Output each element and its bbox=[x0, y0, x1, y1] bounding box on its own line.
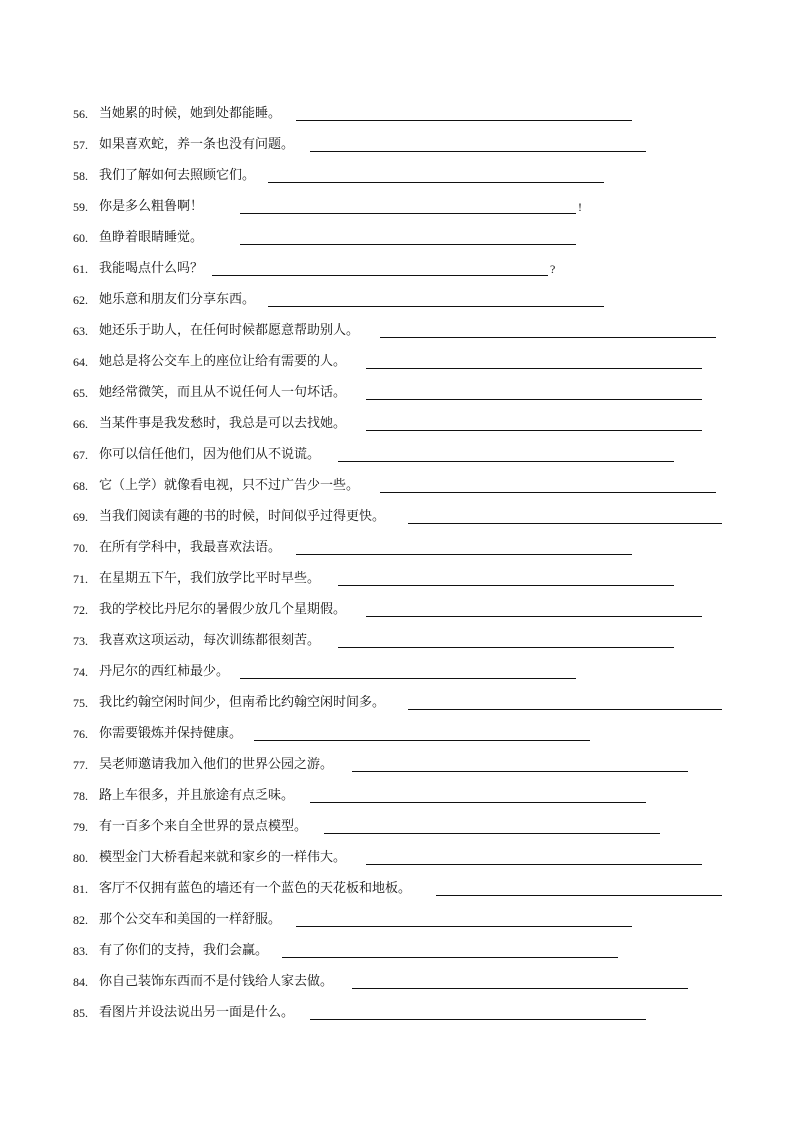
chinese-sentence: 如果喜欢蛇，养一条也没有问题。 bbox=[99, 136, 295, 152]
answer-blank-line[interactable] bbox=[436, 881, 722, 896]
exercise-item bbox=[73, 408, 733, 439]
answer-blank-line[interactable] bbox=[310, 137, 646, 152]
exercise-item bbox=[73, 377, 733, 408]
exercise-item bbox=[73, 749, 733, 780]
chinese-sentence: 吴老师邀请我加入他们的世界公园之游。 bbox=[99, 756, 334, 772]
exercise-item bbox=[73, 253, 733, 284]
answer-blank-line[interactable] bbox=[408, 509, 722, 524]
answer-blank-line[interactable] bbox=[338, 447, 674, 462]
answer-blank-line[interactable] bbox=[366, 602, 702, 617]
exercise-item bbox=[73, 966, 733, 997]
answer-blank-line[interactable] bbox=[310, 1005, 646, 1020]
answer-blank-line[interactable] bbox=[240, 230, 576, 245]
ending-punctuation: ? bbox=[550, 261, 556, 276]
answer-blank-line[interactable] bbox=[296, 540, 632, 555]
exercise-item bbox=[73, 98, 733, 129]
chinese-sentence: 我比约翰空闲时间少，但南希比约翰空闲时间多。 bbox=[99, 694, 386, 710]
exercise-item bbox=[73, 594, 733, 625]
answer-blank-line[interactable] bbox=[240, 664, 576, 679]
chinese-sentence: 它（上学）就像看电视，只不过广告少一些。 bbox=[99, 477, 360, 493]
item-number: 74. bbox=[73, 664, 88, 679]
chinese-sentence: 你是多么粗鲁啊！ bbox=[99, 198, 204, 214]
chinese-sentence: 她经常微笑，而且从不说任何人一句坏话。 bbox=[99, 384, 347, 400]
item-number: 73. bbox=[73, 633, 88, 648]
exercise-item bbox=[73, 160, 733, 191]
item-number: 77. bbox=[73, 757, 88, 772]
answer-blank-line[interactable] bbox=[268, 168, 604, 183]
item-number: 59. bbox=[73, 199, 88, 214]
item-number: 67. bbox=[73, 447, 88, 462]
answer-blank-line[interactable] bbox=[352, 974, 688, 989]
item-number: 63. bbox=[73, 323, 88, 338]
chinese-sentence: 你自己装饰东西而不是付钱给人家去做。 bbox=[99, 973, 334, 989]
answer-blank-line[interactable] bbox=[352, 757, 688, 772]
item-number: 70. bbox=[73, 540, 88, 555]
answer-blank-line[interactable] bbox=[254, 726, 590, 741]
chinese-sentence: 你需要锻炼并保持健康。 bbox=[99, 725, 243, 741]
item-number: 83. bbox=[73, 943, 88, 958]
item-number: 78. bbox=[73, 788, 88, 803]
item-number: 58. bbox=[73, 168, 88, 183]
item-number: 76. bbox=[73, 726, 88, 741]
chinese-sentence: 在星期五下午，我们放学比平时早些。 bbox=[99, 570, 321, 586]
answer-blank-line[interactable] bbox=[310, 788, 646, 803]
item-number: 71. bbox=[73, 571, 88, 586]
chinese-sentence: 那个公交车和美国的一样舒服。 bbox=[99, 911, 282, 927]
exercise-item bbox=[73, 656, 733, 687]
chinese-sentence: 鱼睁着眼睛睡觉。 bbox=[99, 229, 204, 245]
chinese-sentence: 有了你们的支持，我们会赢。 bbox=[99, 942, 269, 958]
exercise-item bbox=[73, 284, 733, 315]
exercise-item bbox=[73, 687, 733, 718]
chinese-sentence: 路上车很多，并且旅途有点乏味。 bbox=[99, 787, 295, 803]
item-number: 56. bbox=[73, 106, 88, 121]
answer-blank-line[interactable] bbox=[268, 292, 604, 307]
chinese-sentence: 她总是将公交车上的座位让给有需要的人。 bbox=[99, 353, 347, 369]
item-number: 81. bbox=[73, 881, 88, 896]
exercise-item bbox=[73, 501, 733, 532]
chinese-sentence: 她乐意和朋友们分享东西。 bbox=[99, 291, 256, 307]
exercise-item bbox=[73, 904, 733, 935]
chinese-sentence: 当我们阅读有趣的书的时候，时间似乎过得更快。 bbox=[99, 508, 386, 524]
answer-blank-line[interactable] bbox=[380, 323, 716, 338]
chinese-sentence: 我的学校比丹尼尔的暑假少放几个星期假。 bbox=[99, 601, 347, 617]
chinese-sentence: 我喜欢这项运动，每次训练都很刻苦。 bbox=[99, 632, 321, 648]
item-number: 72. bbox=[73, 602, 88, 617]
exercise-item bbox=[73, 346, 733, 377]
answer-blank-line[interactable] bbox=[380, 478, 716, 493]
chinese-sentence: 在所有学科中，我最喜欢法语。 bbox=[99, 539, 282, 555]
answer-blank-line[interactable] bbox=[338, 633, 674, 648]
exercise-item bbox=[73, 439, 733, 470]
exercise-item bbox=[73, 222, 733, 253]
chinese-sentence: 客厅不仅拥有蓝色的墙还有一个蓝色的天花板和地板。 bbox=[99, 880, 412, 896]
exercise-item bbox=[73, 842, 733, 873]
chinese-sentence: 看图片并设法说出另一面是什么。 bbox=[99, 1004, 295, 1020]
answer-blank-line[interactable] bbox=[366, 416, 702, 431]
item-number: 66. bbox=[73, 416, 88, 431]
answer-blank-line[interactable] bbox=[282, 943, 618, 958]
chinese-sentence: 模型金门大桥看起来就和家乡的一样伟大。 bbox=[99, 849, 347, 865]
exercise-item bbox=[73, 532, 733, 563]
chinese-sentence: 她还乐于助人，在任何时候都愿意帮助别人。 bbox=[99, 322, 360, 338]
chinese-sentence: 当她累的时候，她到处都能睡。 bbox=[99, 105, 282, 121]
item-number: 84. bbox=[73, 974, 88, 989]
exercise-item bbox=[73, 563, 733, 594]
answer-blank-line[interactable] bbox=[338, 571, 674, 586]
chinese-sentence: 我们了解如何去照顾它们。 bbox=[99, 167, 256, 183]
exercise-item bbox=[73, 470, 733, 501]
chinese-sentence: 你可以信任他们，因为他们从不说谎。 bbox=[99, 446, 321, 462]
answer-blank-line[interactable] bbox=[296, 106, 632, 121]
item-number: 62. bbox=[73, 292, 88, 307]
item-number: 80. bbox=[73, 850, 88, 865]
answer-blank-line[interactable] bbox=[296, 912, 632, 927]
answer-blank-line[interactable] bbox=[366, 354, 702, 369]
answer-blank-line[interactable] bbox=[366, 385, 702, 400]
chinese-sentence: 我能喝点什么吗？ bbox=[99, 260, 204, 276]
exercise-item bbox=[73, 997, 733, 1028]
ending-punctuation: ! bbox=[578, 199, 582, 214]
exercise-item bbox=[73, 811, 733, 842]
chinese-sentence: 当某件事是我发愁时，我总是可以去找她。 bbox=[99, 415, 347, 431]
exercise-item bbox=[73, 129, 733, 160]
exercise-item bbox=[73, 191, 733, 222]
answer-blank-line[interactable] bbox=[212, 261, 548, 276]
item-number: 57. bbox=[73, 137, 88, 152]
exercise-item bbox=[73, 873, 733, 904]
answer-blank-line[interactable] bbox=[366, 850, 702, 865]
item-number: 68. bbox=[73, 478, 88, 493]
item-number: 65. bbox=[73, 385, 88, 400]
item-number: 85. bbox=[73, 1005, 88, 1020]
exercise-item bbox=[73, 315, 733, 346]
chinese-sentence: 丹尼尔的西红柿最少。 bbox=[99, 663, 230, 679]
exercise-item bbox=[73, 718, 733, 749]
answer-blank-line[interactable] bbox=[324, 819, 660, 834]
exercise-item bbox=[73, 935, 733, 966]
item-number: 75. bbox=[73, 695, 88, 710]
item-number: 64. bbox=[73, 354, 88, 369]
item-number: 69. bbox=[73, 509, 88, 524]
item-number: 82. bbox=[73, 912, 88, 927]
translation-exercise-list bbox=[73, 98, 733, 1028]
item-number: 60. bbox=[73, 230, 88, 245]
item-number: 79. bbox=[73, 819, 88, 834]
answer-blank-line[interactable] bbox=[240, 199, 576, 214]
exercise-item bbox=[73, 625, 733, 656]
item-number: 61. bbox=[73, 261, 88, 276]
exercise-item bbox=[73, 780, 733, 811]
chinese-sentence: 有一百多个来自全世界的景点模型。 bbox=[99, 818, 308, 834]
answer-blank-line[interactable] bbox=[408, 695, 722, 710]
